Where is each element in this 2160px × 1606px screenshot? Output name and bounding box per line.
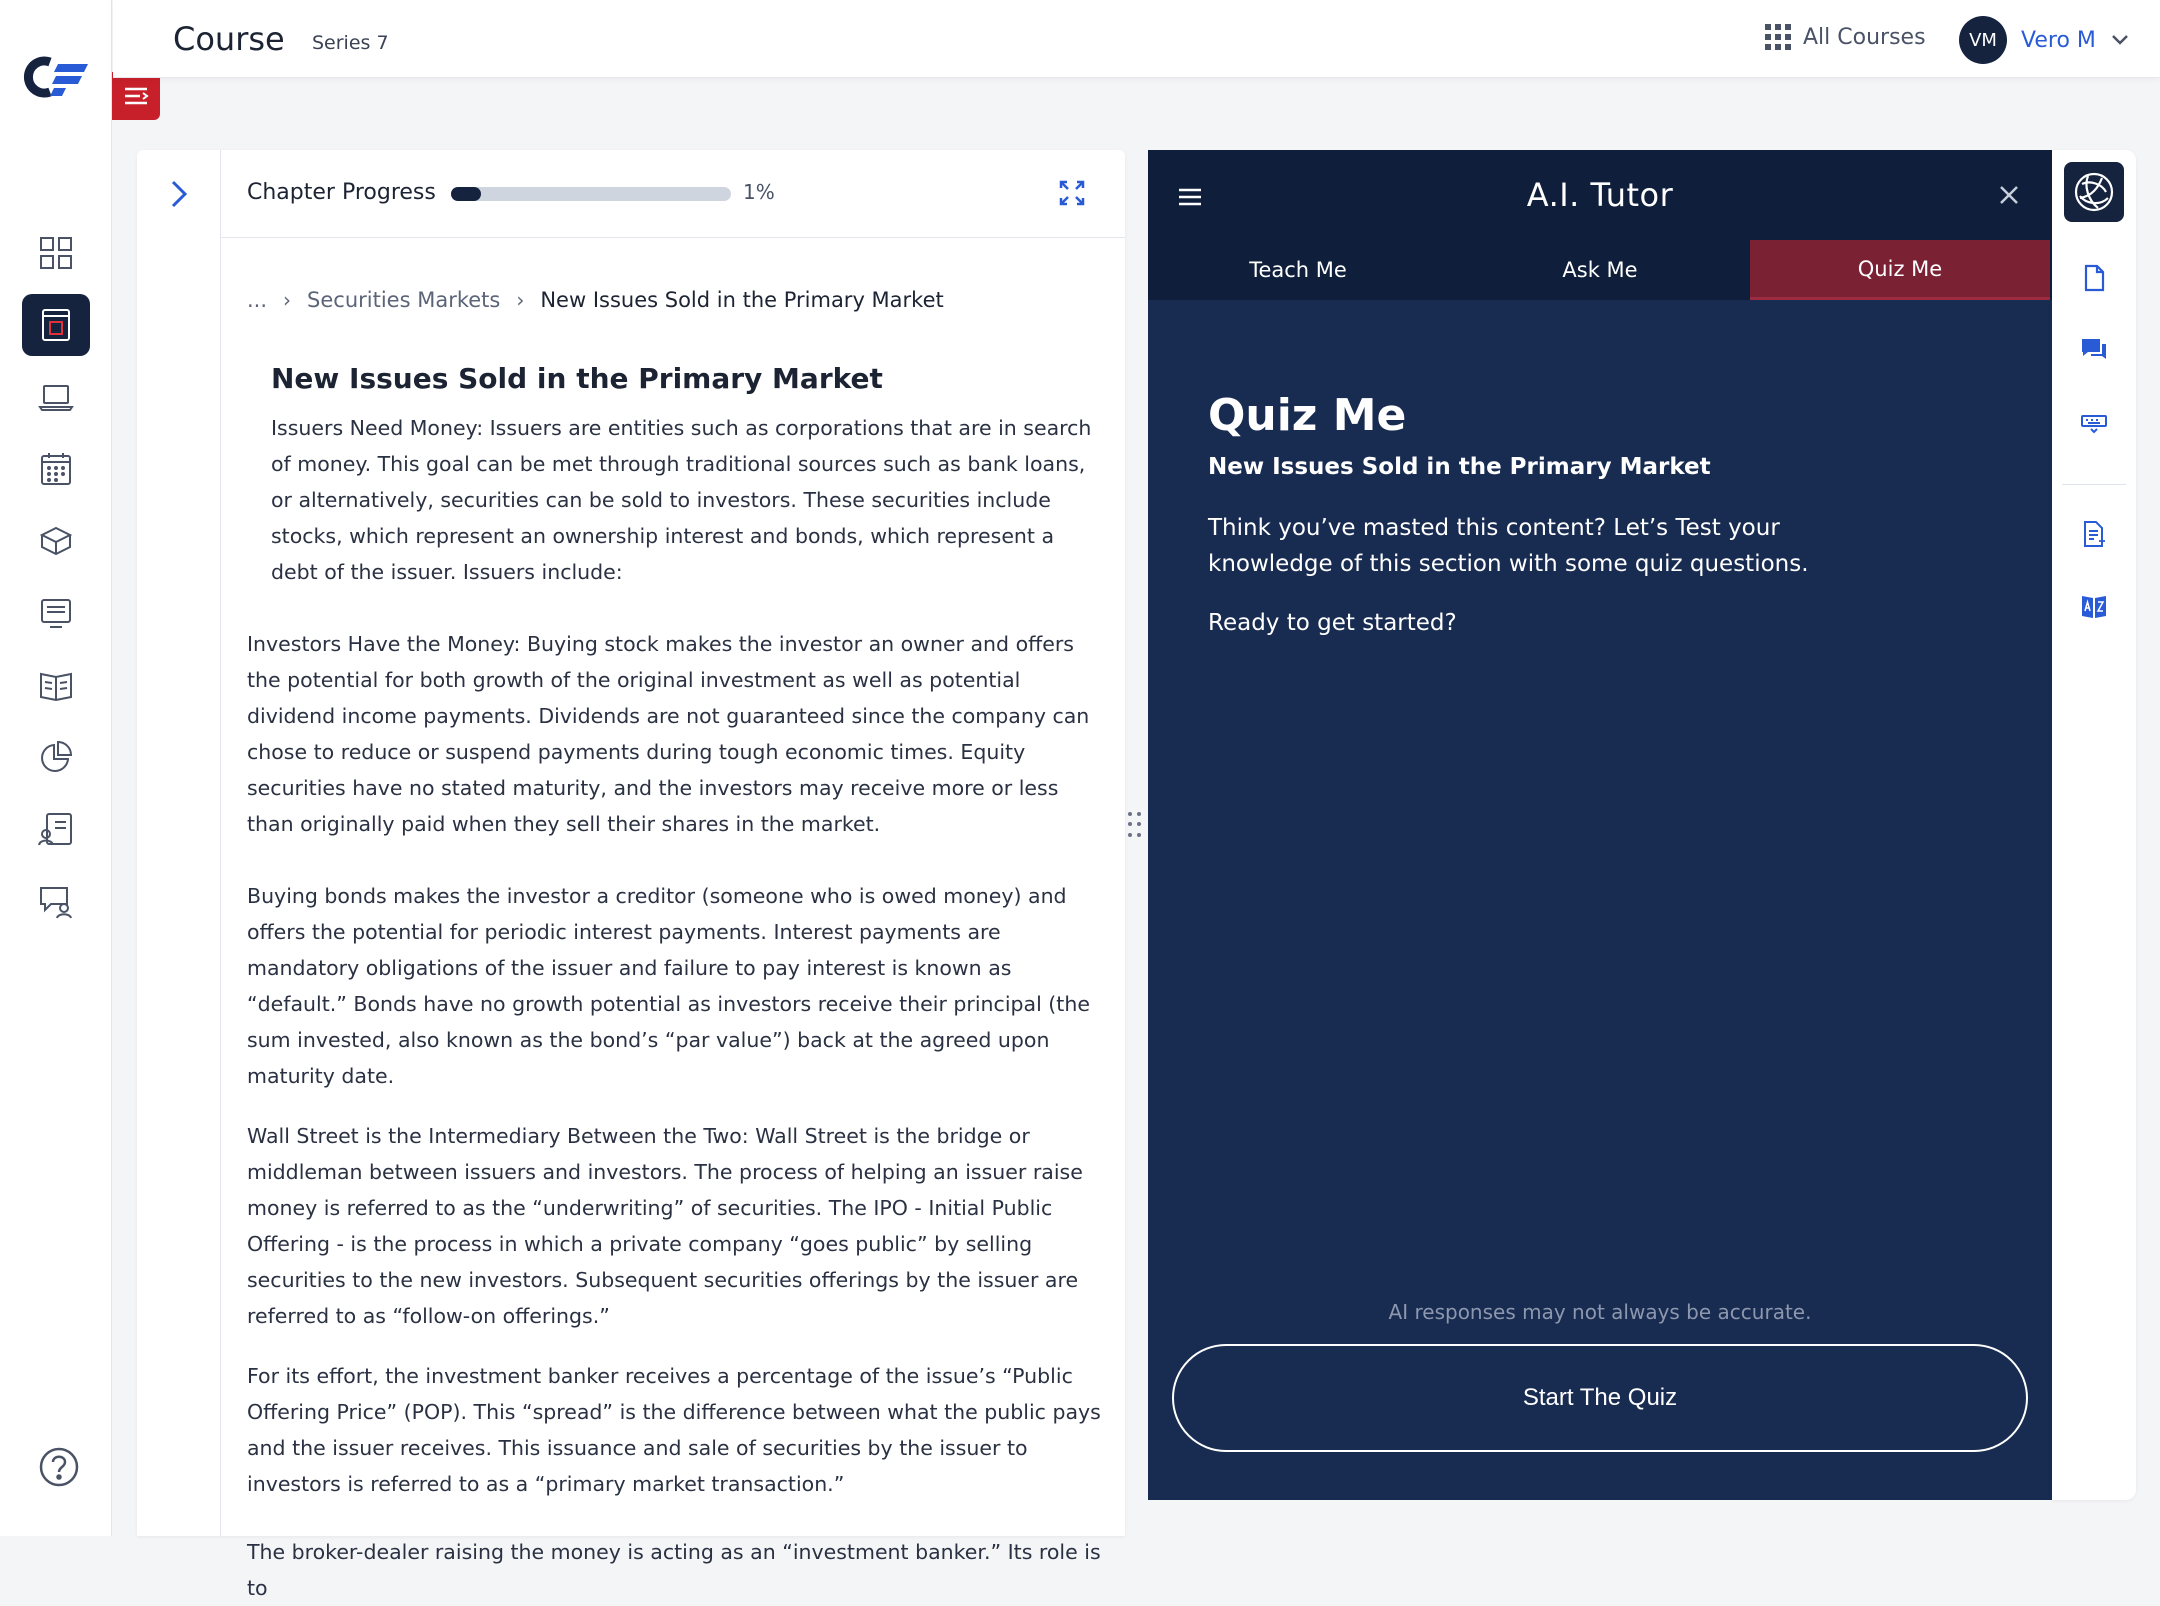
quiz-heading: Quiz Me <box>1208 390 1407 441</box>
expand-icon <box>1057 178 1087 208</box>
breadcrumb-current: New Issues Sold in the Primary Market <box>540 288 944 312</box>
keyboard-icon <box>2079 407 2109 437</box>
chat-user-icon <box>37 882 75 920</box>
breadcrumb <box>247 288 944 312</box>
progress-bar <box>451 187 731 201</box>
content-paragraph: The broker-dealer raising the money is acting as an “investment banker.” Its role is to <box>247 1540 1101 1600</box>
laptop-icon <box>37 378 75 416</box>
sidebar-item-profile[interactable] <box>22 798 90 860</box>
chevron-right-icon <box>165 174 193 214</box>
notes-tool[interactable] <box>2072 512 2116 556</box>
breadcrumb-parent[interactable]: Securities Markets <box>307 288 501 312</box>
content-paragraph: For its effort, the investment banker receives a percentage of the issue’s “Public Offering Price” (POP). This “spread” is the difference between what the public pays and the issuer receives. This issuance and sale of securities by the issuer to investors is referred to as a “primary market transaction.” <box>247 1364 1101 1496</box>
top-header <box>113 0 2160 78</box>
quiz-description: Think you’ve masted this content? Let’s Test your knowledge of this section with some quiz questions. <box>1208 515 1809 577</box>
sidebar-item-monitor[interactable] <box>22 582 90 644</box>
resize-handle[interactable] <box>1128 812 1142 838</box>
progress-label: Chapter Progress <box>247 180 436 205</box>
sidebar-item-support[interactable] <box>22 870 90 932</box>
notes-icon <box>2079 519 2109 549</box>
help-button[interactable] <box>38 1446 80 1488</box>
chapter-progress <box>221 150 1125 238</box>
ai-tutor-icon <box>2072 170 2116 214</box>
ai-tutor-panel <box>1148 150 2052 1500</box>
dashboard-icon <box>37 234 75 272</box>
tutor-header <box>1148 150 2052 300</box>
menu-toggle-button[interactable] <box>112 72 160 120</box>
dictionary-icon <box>2079 591 2109 621</box>
progress-percent: 1% <box>743 180 775 204</box>
monitor-icon <box>37 594 75 632</box>
tutor-tabs <box>1148 240 2052 300</box>
quiz-subheading: New Issues Sold in the Primary Market <box>1208 454 1711 480</box>
start-quiz-button[interactable]: Start The Quiz <box>1172 1344 2028 1452</box>
expand-column <box>137 150 221 1536</box>
content-paragraph: Wall Street is the Intermediary Between the Two: Wall Street is the bridge or middleman between issuers and investors. The process of helping an issuer raise money is referred to as the “underwriting” of securities. The IPO - Initial Public Offering - is the process in which a private company “goes public” by selling securities to the new investors. Subsequent securities offerings by the issuer are referred to as “follow-on offerings.” <box>247 1124 1083 1328</box>
quiz-prompt: Ready to get started? <box>1208 610 1457 636</box>
box-icon <box>37 522 75 560</box>
tutor-close-button[interactable] <box>1996 182 2022 208</box>
page-title: Course <box>173 20 285 58</box>
tools-rail <box>2052 150 2136 1500</box>
user-name: Vero M <box>2021 27 2096 53</box>
tab-quiz-me[interactable]: Quiz Me <box>1750 240 2050 300</box>
chat-icon <box>2079 335 2109 365</box>
sidebar-item-course[interactable] <box>22 294 90 356</box>
tab-teach-me[interactable]: Teach Me <box>1249 258 1347 282</box>
pie-chart-icon <box>37 738 75 776</box>
progress-fill <box>451 187 481 201</box>
expand-outline-button[interactable] <box>165 174 193 214</box>
chevron-right-icon: › <box>516 288 525 312</box>
document-icon <box>2079 263 2109 293</box>
brand-logo[interactable] <box>20 52 92 102</box>
left-rail <box>0 0 112 1536</box>
section-title: New Issues Sold in the Primary Market <box>271 362 883 395</box>
apps-grid-icon <box>1765 24 1791 50</box>
course-subtitle: Series 7 <box>312 32 389 54</box>
open-book-icon <box>37 666 75 704</box>
reading-pane <box>221 238 1125 1600</box>
tab-ask-me[interactable]: Ask Me <box>1562 258 1638 282</box>
sidebar-item-dashboard[interactable] <box>22 222 90 284</box>
user-menu[interactable] <box>1959 16 2130 64</box>
chevron-down-icon <box>2110 30 2130 50</box>
ai-disclaimer: AI responses may not always be accurate. <box>1388 1300 1812 1324</box>
sidebar-item-reports[interactable] <box>22 726 90 788</box>
tutor-title: A.I. Tutor <box>1526 176 1674 214</box>
avatar: VM <box>1959 16 2007 64</box>
close-icon <box>1996 182 2022 208</box>
tools-divider <box>2062 484 2126 485</box>
collapse-menu-icon <box>122 84 150 108</box>
breadcrumb-ellipsis[interactable]: ... <box>247 288 268 312</box>
fullscreen-button[interactable] <box>1057 178 1087 208</box>
calendar-icon <box>37 450 75 488</box>
all-courses-button[interactable] <box>1765 24 1926 50</box>
content-card <box>137 150 1125 1600</box>
sidebar-item-laptop[interactable] <box>22 366 90 428</box>
content-paragraph: Issuers Need Money: Issuers are entities such as corporations that are in search of money. This goal can be met through traditional sources such as bank loans, or alternatively, securities can be sold to investors. These securities include stocks, which represent an ownership interest and bonds, which represent a debt of the issuer. Issuers include: <box>271 416 1092 584</box>
checklist-user-icon <box>37 810 75 848</box>
dictionary-tool[interactable] <box>2072 584 2116 628</box>
chat-tool[interactable] <box>2072 328 2116 372</box>
sidebar-item-box[interactable] <box>22 510 90 572</box>
sidebar-item-library[interactable] <box>22 654 90 716</box>
document-tool[interactable] <box>2072 256 2116 300</box>
ai-tutor-button[interactable] <box>2064 162 2124 222</box>
keyboard-tool[interactable] <box>2072 400 2116 444</box>
chevron-right-icon: › <box>283 288 292 312</box>
help-icon <box>38 1446 80 1488</box>
all-courses-label: All Courses <box>1803 24 1926 50</box>
content-paragraph: Buying bonds makes the investor a creditor (someone who is owed money) and offers the potential for periodic interest payments. Interest payments are mandatory obligations of the issuer and failure to pay interest is known as “default.” Bonds have no growth potential as investors receive their principal (the sum invested, also known as the bond’s “par value”) back at the agreed upon maturity date. <box>247 884 1090 1088</box>
course-book-icon <box>37 306 75 344</box>
sidebar-item-calendar[interactable] <box>22 438 90 500</box>
content-paragraph: Investors Have the Money: Buying stock makes the investor an owner and offers the potential for both growth of the original investment as well as potential dividend income payments. Dividends are not guaranteed since the company can chose to reduce or suspend payments during tough economic times. Equity securities have no stated maturity, and the investors may receive more or less than originally paid when they sell their shares in the market. <box>247 632 1090 836</box>
